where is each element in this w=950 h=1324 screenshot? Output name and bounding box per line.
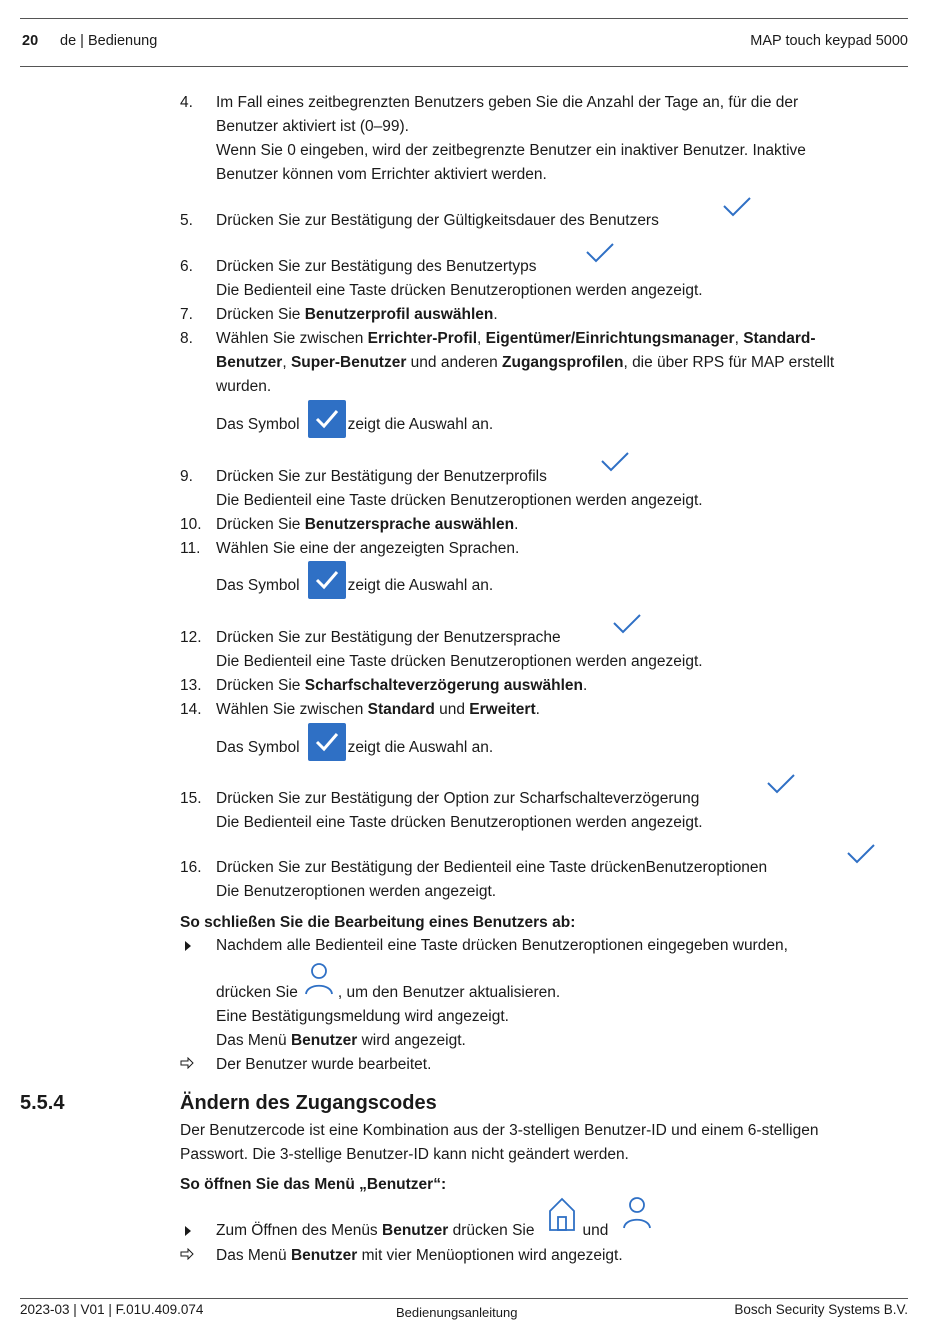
triangle-right-icon (184, 1225, 192, 1237)
step-text: Im Fall eines zeitbegrenzten Benutzers geben Sie die Anzahl der Tage an, für die der (216, 94, 799, 111)
step-number: 16. (180, 859, 202, 876)
step-bold: Benutzersprache auswählen (304, 516, 515, 533)
checkmark-icon (585, 242, 615, 264)
close-line3: Eine Bestätigungsmeldung wird angezeigt. (216, 1008, 509, 1025)
step-bold: Benutzerprofil auswählen (304, 306, 494, 323)
checked-box-icon (308, 400, 346, 438)
checkmark-icon (766, 773, 796, 795)
step-text: , (282, 354, 291, 371)
open-text: Zum Öffnen des Menüs (216, 1222, 382, 1240)
step-bold: Standard- (743, 330, 816, 347)
header-section: de | Bedienung (60, 33, 158, 49)
section-number: 5.5.4 (20, 1092, 65, 1114)
symbol-text: Das Symbol (216, 577, 300, 595)
user-icon (298, 981, 338, 1005)
step-text: , (477, 330, 486, 347)
open-bold: Benutzer (382, 1222, 449, 1240)
close-text: drücken Sie (216, 984, 298, 1002)
step-number: 13. (180, 677, 202, 694)
step-16 (180, 856, 900, 904)
step-text: und anderen (406, 354, 503, 371)
step-number: 5. (180, 212, 193, 229)
step-9 (180, 465, 900, 513)
step-number: 12. (180, 629, 202, 646)
step-text: . (514, 516, 519, 533)
arrow-right-outline-icon (180, 1057, 194, 1069)
header-bottom-rule (20, 66, 908, 67)
step-number: 14. (180, 701, 202, 718)
step-13 (180, 674, 900, 698)
step-bold: Eigentümer/Einrichtungsmanager (485, 330, 735, 347)
section-title: Ändern des Zugangscodes (180, 1092, 437, 1114)
step-subtext: Die Bedienteil eine Taste drücken Benutzeroptionen werden angezeigt. (216, 814, 703, 831)
step-7 (180, 303, 900, 327)
close-bullet-line1: Nachdem alle Bedienteil eine Taste drücken Benutzeroptionen eingegeben wurden, (216, 937, 788, 954)
symbol-note (216, 406, 493, 444)
step-text: . (493, 306, 498, 323)
step-subtext: Die Bedienteil eine Taste drücken Benutzeroptionen werden angezeigt. (216, 282, 703, 299)
step-bold: Benutzer (216, 354, 283, 371)
open-menu-bullet (216, 1219, 652, 1243)
open-bold: Benutzer (290, 1247, 358, 1264)
close-text: , um den Benutzer aktualisieren. (337, 984, 561, 1002)
step-number: 15. (180, 790, 202, 807)
step-14 (180, 698, 900, 722)
step-bold: Super-Benutzer (290, 354, 407, 371)
close-text: Das Menü (216, 1032, 291, 1049)
close-bullet-line2 (216, 981, 560, 1005)
step-text: Drücken Sie zur Bestätigung der Option zur Scharfschalteverzögerung (216, 790, 700, 807)
step-text: Benutzer aktiviert ist (0–99). (216, 118, 409, 135)
step-bold: Scharfschalteverzögerung auswählen (304, 677, 583, 694)
checked-box-icon (308, 723, 346, 761)
close-line4 (216, 1029, 466, 1053)
step-6 (180, 255, 900, 303)
step-text: Benutzer können vom Errichter aktiviert werden. (216, 166, 547, 183)
step-text: , (734, 330, 744, 347)
step-12 (180, 626, 900, 674)
step-subtext: Die Benutzeroptionen werden angezeigt. (216, 883, 497, 900)
step-text: Drücken Sie zur Bestätigung der Benutzersprache (216, 629, 561, 646)
step-11 (180, 537, 900, 561)
step-text: Wählen Sie zwischen (216, 330, 368, 347)
page-number: 20 (22, 33, 39, 49)
step-text: Wählen Sie eine der angezeigten Sprachen. (216, 540, 520, 557)
step-10 (180, 513, 900, 537)
header-top-rule (20, 18, 908, 19)
step-subtext: Die Bedienteil eine Taste drücken Benutzeroptionen werden angezeigt. (216, 492, 703, 509)
symbol-note (216, 567, 493, 605)
step-subtext: Die Bedienteil eine Taste drücken Benutzeroptionen werden angezeigt. (216, 653, 703, 670)
step-text: , die über RPS für MAP erstellt (623, 354, 835, 371)
step-number: 10. (180, 516, 202, 533)
step-text: Drücken Sie (216, 677, 305, 694)
close-bold: Benutzer (290, 1032, 358, 1049)
section-paragraph-line1: Der Benutzercode ist eine Kombination aus der 3-stelligen Benutzer-ID und einem 6-stelligen (180, 1122, 819, 1139)
step-text: wurden. (216, 378, 272, 395)
checkmark-icon (722, 196, 752, 218)
step-text: . (535, 701, 540, 718)
step-number: 8. (180, 330, 193, 347)
user-icon (608, 1219, 652, 1243)
step-text: Drücken Sie (216, 306, 305, 323)
triangle-right-icon (184, 940, 192, 952)
symbol-text: Das Symbol (216, 416, 300, 434)
open-menu-heading: So öffnen Sie das Menü „Benutzer“: (180, 1176, 447, 1193)
close-heading: So schließen Sie die Bearbeitung eines Benutzers ab: (180, 914, 576, 931)
step-bold: Standard (367, 701, 435, 718)
step-text: und (434, 701, 470, 718)
open-menu-result (216, 1244, 623, 1268)
open-text: Das Menü (216, 1247, 291, 1264)
open-text: und (582, 1222, 609, 1240)
arrow-right-outline-icon (180, 1248, 194, 1260)
header-product: MAP touch keypad 5000 (750, 33, 908, 49)
symbol-note (216, 729, 493, 767)
step-number: 6. (180, 258, 193, 275)
step-text: Wählen Sie zwischen (216, 701, 368, 718)
checked-box-icon (308, 561, 346, 599)
step-4 (180, 91, 900, 187)
symbol-text: zeigt die Auswahl an. (347, 577, 494, 595)
step-number: 11. (180, 540, 201, 557)
footer-center: Bedienungsanleitung (396, 1305, 518, 1320)
step-8 (180, 327, 900, 399)
step-bold: Erweitert (469, 701, 536, 718)
step-text: Wenn Sie 0 eingeben, wird der zeitbegrenzte Benutzer ein inaktiver Benutzer. Inaktive (216, 142, 806, 159)
step-number: 9. (180, 468, 193, 485)
footer-left: 2023-03 | V01 | F.01U.409.074 (20, 1302, 204, 1317)
symbol-text: zeigt die Auswahl an. (347, 416, 494, 434)
symbol-text: zeigt die Auswahl an. (347, 739, 494, 757)
open-text: mit vier Menüoptionen wird angezeigt. (357, 1247, 623, 1264)
close-text: wird angezeigt. (357, 1032, 466, 1049)
step-text: Drücken Sie (216, 516, 305, 533)
checkmark-icon (846, 843, 876, 865)
footer-rule (20, 1298, 908, 1299)
step-text: Drücken Sie zur Bestätigung des Benutzertyps (216, 258, 537, 275)
open-text: drücken Sie (448, 1222, 535, 1240)
checkmark-icon (600, 451, 630, 473)
step-number: 7. (180, 306, 193, 323)
step-bold: Errichter-Profil (367, 330, 478, 347)
checkmark-icon (612, 613, 642, 635)
symbol-text: Das Symbol (216, 739, 300, 757)
step-text: Drücken Sie zur Bestätigung der Bedienteil eine Taste drückenBenutzeroptionen (216, 859, 768, 876)
step-bold: Zugangsprofilen (502, 354, 624, 371)
step-text: . (582, 677, 588, 694)
footer-right: Bosch Security Systems B.V. (734, 1302, 908, 1317)
section-paragraph-line2: Passwort. Die 3-stellige Benutzer-ID kann nicht geändert werden. (180, 1146, 629, 1163)
step-text: Drücken Sie zur Bestätigung der Benutzerprofils (216, 468, 547, 485)
step-5 (180, 209, 900, 233)
step-number: 4. (180, 94, 193, 111)
step-text: Drücken Sie zur Bestätigung der Gültigkeitsdauer des Benutzers (216, 212, 659, 229)
close-result: Der Benutzer wurde bearbeitet. (216, 1056, 432, 1073)
home-icon (535, 1219, 583, 1243)
